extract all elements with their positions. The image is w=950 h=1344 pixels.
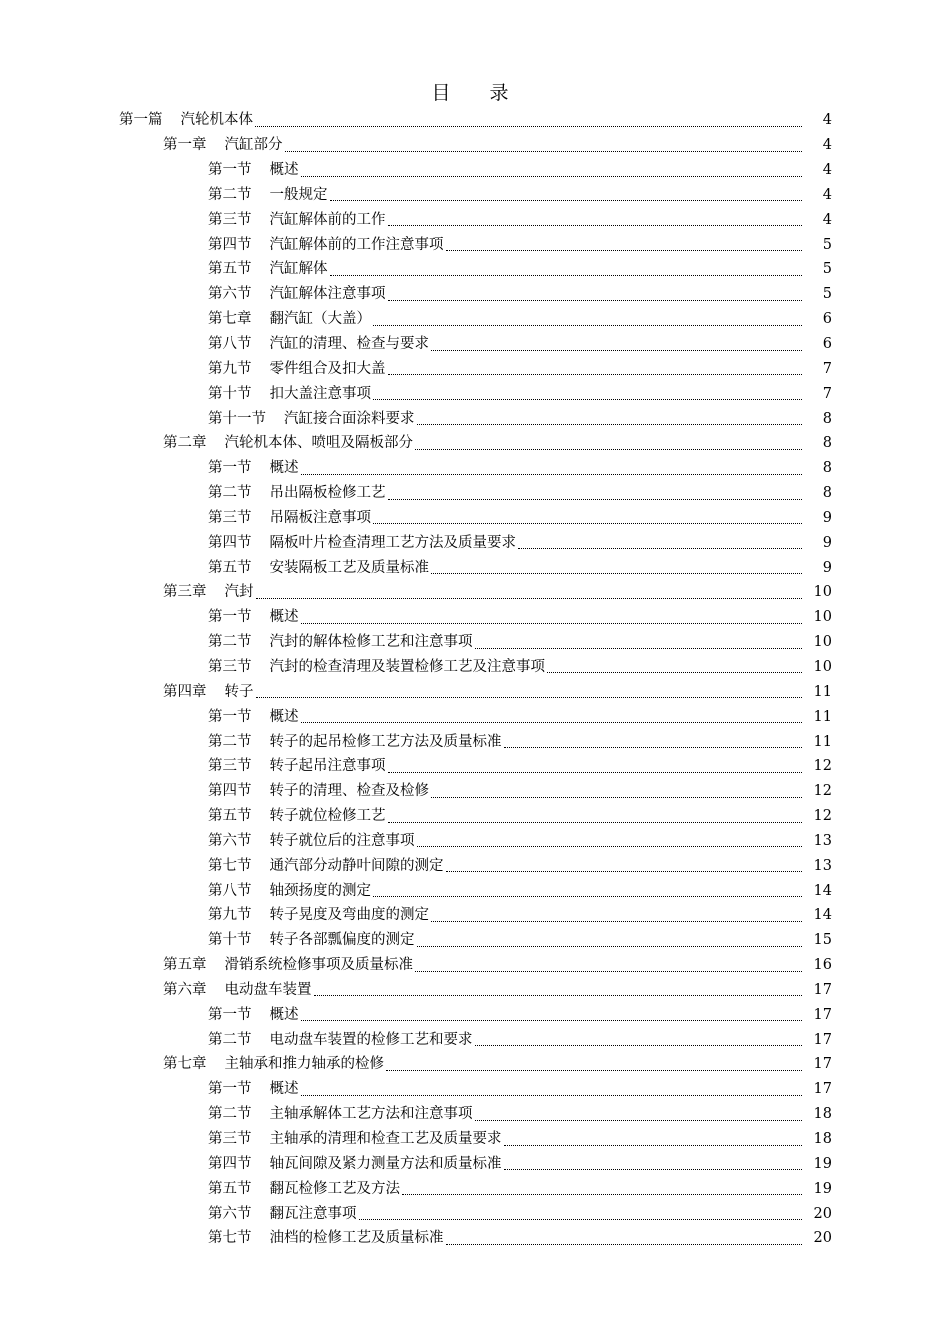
toc-entry-title: 汽封	[224, 584, 254, 601]
toc-entry-title: 主轴承的清理和检查工艺及质量要求	[269, 1131, 502, 1148]
toc-entry-title: 转子	[224, 683, 254, 700]
toc-entry-title: 概述	[269, 1006, 299, 1023]
toc-entry-title: 主轴承和推力轴承的检修	[224, 1056, 384, 1073]
toc-entry[interactable]	[0, 1052, 950, 1077]
dot-leader	[330, 186, 803, 201]
toc-entry-title: 汽缸接合面涂料要求	[284, 410, 415, 427]
toc-entry[interactable]	[0, 307, 950, 332]
toc-entry[interactable]	[0, 356, 950, 381]
toc-entry[interactable]	[0, 232, 950, 257]
toc-entry[interactable]	[0, 679, 950, 704]
toc-entry[interactable]	[0, 580, 950, 605]
toc-entry-title: 一般规定	[269, 186, 328, 203]
toc-entry[interactable]	[0, 133, 950, 158]
toc-entry-page-number: 4	[822, 162, 832, 179]
toc-entry-label: 第七节	[208, 857, 252, 874]
toc-entry[interactable]	[0, 630, 950, 655]
dot-leader	[446, 1230, 803, 1245]
toc-entry-title: 概述	[269, 708, 299, 725]
dot-leader	[431, 559, 802, 574]
toc-entry-title: 转子各部瓢偏度的测定	[269, 932, 415, 949]
toc-entry-title: 转子的清理、检查及检修	[269, 783, 429, 800]
toc-entry-page-number: 19	[813, 1180, 832, 1197]
toc-entry-title: 滑销系统检修事项及质量标准	[224, 957, 413, 974]
toc-entry-label: 第四节	[208, 783, 252, 800]
toc-entry[interactable]	[0, 431, 950, 456]
toc-entry[interactable]	[0, 332, 950, 357]
toc-entry-label: 第七节	[208, 1230, 252, 1247]
toc-entry-label: 第七章	[163, 1056, 207, 1073]
toc-entry-title: 轴颈扬度的测定	[269, 882, 371, 899]
toc-entry-page-number: 17	[813, 981, 832, 998]
dot-leader	[431, 336, 802, 351]
dot-leader	[256, 584, 803, 599]
toc-entry-title: 电动盘车装置	[224, 981, 312, 998]
toc-entry[interactable]	[0, 853, 950, 878]
toc-entry-title: 概述	[269, 1081, 299, 1098]
toc-entry-label: 第一节	[208, 1081, 252, 1098]
dot-leader	[504, 733, 803, 748]
toc-entry-label: 第二节	[208, 634, 252, 651]
toc-entry-title: 汽缸解体前的工作注意事项	[269, 236, 444, 253]
dot-leader	[547, 658, 802, 673]
dot-leader	[388, 758, 803, 773]
toc-entry-label: 第三节	[208, 758, 252, 775]
toc-entry-page-number: 20	[813, 1205, 832, 1222]
toc-entry-page-number: 15	[813, 932, 832, 949]
toc-entry-label: 第一章	[163, 137, 207, 154]
toc-entry-title: 零件组合及扣大盖	[269, 360, 386, 377]
toc-entry-page-number: 12	[813, 808, 832, 825]
toc-entry-page-number: 8	[822, 485, 832, 502]
toc-entry-title: 汽轮机本体、喷咀及隔板部分	[224, 435, 413, 452]
dot-leader	[417, 932, 803, 947]
toc-entry-label: 第九节	[208, 360, 252, 377]
toc-entry-title: 概述	[269, 162, 299, 179]
toc-entry[interactable]	[0, 1077, 950, 1102]
toc-entry[interactable]	[0, 183, 950, 208]
dot-leader	[285, 137, 803, 152]
toc-entry-label: 第三节	[208, 211, 252, 228]
toc-entry-label: 第二节	[208, 733, 252, 750]
toc-entry[interactable]	[0, 1127, 950, 1152]
toc-entry-title: 转子起吊注意事项	[269, 758, 386, 775]
toc-entry[interactable]	[0, 729, 950, 754]
dot-leader	[518, 534, 802, 549]
toc-entry-page-number: 5	[822, 261, 832, 278]
dot-leader	[504, 1155, 803, 1170]
toc-entry-title: 概述	[269, 609, 299, 626]
toc-entry-title: 汽缸的清理、检查与要求	[269, 336, 429, 353]
toc-entry-title: 转子就位后的注意事项	[269, 832, 415, 849]
toc-entry-page-number: 17	[813, 1031, 832, 1048]
toc-entry-label: 第七章	[208, 311, 252, 328]
toc-entry-label: 第三节	[208, 509, 252, 526]
toc-entry-page-number: 9	[822, 559, 832, 576]
dot-leader	[359, 1205, 803, 1220]
toc-entry[interactable]	[0, 108, 950, 133]
toc-entry-title: 转子就位检修工艺	[269, 808, 386, 825]
toc-entry-label: 第四节	[208, 236, 252, 253]
dot-leader	[431, 783, 802, 798]
toc-entry[interactable]	[0, 903, 950, 928]
toc-entry-title: 轴瓦间隙及紧力测量方法和质量标准	[269, 1155, 502, 1172]
toc-entry[interactable]	[0, 456, 950, 481]
toc-entry-label: 第二节	[208, 1106, 252, 1123]
toc-entry-label: 第三节	[208, 1131, 252, 1148]
dot-leader	[402, 1180, 802, 1195]
toc-entry-page-number: 9	[822, 534, 832, 551]
dot-leader	[504, 1131, 803, 1146]
toc-entry-page-number: 4	[822, 137, 832, 154]
dot-leader	[330, 261, 803, 276]
toc-entry[interactable]	[0, 506, 950, 531]
toc-entry-page-number: 17	[813, 1056, 832, 1073]
toc-entry-page-number: 18	[813, 1131, 832, 1148]
dot-leader	[388, 211, 803, 226]
dot-leader	[388, 286, 803, 301]
toc-entry-title: 电动盘车装置的检修工艺和要求	[269, 1031, 473, 1048]
toc-entry-page-number: 4	[822, 186, 832, 203]
toc-entry-title: 翻瓦检修工艺及方法	[269, 1180, 400, 1197]
dot-leader	[388, 808, 803, 823]
toc-entry-label: 第五章	[163, 957, 207, 974]
toc-entry-page-number: 14	[813, 882, 832, 899]
toc-entry-title: 油档的检修工艺及质量标准	[269, 1230, 444, 1247]
toc-entry-label: 第二节	[208, 1031, 252, 1048]
dot-leader	[417, 410, 803, 425]
toc-entry-title: 汽轮机本体	[180, 112, 253, 129]
toc-entry-label: 第十节	[208, 932, 252, 949]
toc-entry-label: 第四节	[208, 534, 252, 551]
toc-entry-label: 第八节	[208, 882, 252, 899]
toc-entry-page-number: 17	[813, 1081, 832, 1098]
toc-entry-page-number: 13	[813, 832, 832, 849]
toc-entry-label: 第六节	[208, 832, 252, 849]
toc-entry[interactable]	[0, 605, 950, 630]
toc-entry-page-number: 13	[813, 857, 832, 874]
toc-entry[interactable]	[0, 928, 950, 953]
toc-entry-label: 第十一节	[208, 410, 266, 427]
dot-leader	[446, 236, 803, 251]
toc-entry-title: 安装隔板工艺及质量标准	[269, 559, 429, 576]
toc-entry[interactable]	[0, 381, 950, 406]
toc-entry-page-number: 10	[813, 634, 832, 651]
toc-entry-label: 第五节	[208, 808, 252, 825]
toc-entry[interactable]	[0, 953, 950, 978]
dot-leader	[255, 112, 802, 127]
toc-entry-page-number: 11	[813, 733, 832, 750]
toc-entry-page-number: 7	[822, 385, 832, 402]
toc-entry[interactable]	[0, 1226, 950, 1251]
toc-entry[interactable]	[0, 1151, 950, 1176]
toc-entry-label: 第一节	[208, 1006, 252, 1023]
toc-entry[interactable]	[0, 282, 950, 307]
dot-leader	[301, 708, 803, 723]
dot-leader	[314, 981, 803, 996]
toc-entry-label: 第四章	[163, 683, 207, 700]
toc-entry-title: 隔板叶片检查清理工艺方法及质量要求	[269, 534, 516, 551]
dot-leader	[301, 1081, 803, 1096]
toc-entry-page-number: 12	[813, 783, 832, 800]
table-of-contents	[0, 108, 950, 1251]
dot-leader	[373, 311, 802, 326]
toc-entry-label: 第四节	[208, 1155, 252, 1172]
dot-leader	[373, 509, 802, 524]
toc-entry-page-number: 17	[813, 1006, 832, 1023]
toc-entry[interactable]	[0, 530, 950, 555]
dot-leader	[415, 957, 802, 972]
page-title: 目 录	[431, 82, 519, 104]
toc-entry[interactable]	[0, 978, 950, 1003]
toc-entry[interactable]	[0, 804, 950, 829]
toc-entry-label: 第一节	[208, 162, 252, 179]
toc-entry-page-number: 4	[822, 112, 832, 129]
toc-entry-title: 汽封的检查清理及装置检修工艺及注意事项	[269, 658, 545, 675]
toc-entry-label: 第六节	[208, 286, 252, 303]
toc-entry-page-number: 7	[822, 360, 832, 377]
toc-entry-label: 第十节	[208, 385, 252, 402]
toc-entry-title: 概述	[269, 460, 299, 477]
toc-entry-title: 汽缸部分	[224, 137, 283, 154]
toc-entry[interactable]	[0, 704, 950, 729]
toc-entry-title: 汽封的解体检修工艺和注意事项	[269, 634, 473, 651]
dot-leader	[256, 683, 803, 698]
toc-entry[interactable]	[0, 158, 950, 183]
toc-entry-page-number: 4	[822, 211, 832, 228]
dot-leader	[388, 485, 803, 500]
toc-entry-title: 汽缸解体注意事项	[269, 286, 386, 303]
toc-entry-title: 吊出隔板检修工艺	[269, 485, 386, 502]
toc-entry-label: 第五节	[208, 261, 252, 278]
toc-entry-label: 第二节	[208, 485, 252, 502]
toc-entry-label: 第一节	[208, 460, 252, 477]
toc-entry-label: 第三章	[163, 584, 207, 601]
toc-entry-title: 转子的起吊检修工艺方法及质量标准	[269, 733, 502, 750]
dot-leader	[475, 634, 803, 649]
toc-entry-title: 翻汽缸（大盖）	[269, 311, 371, 328]
toc-entry[interactable]	[0, 1176, 950, 1201]
toc-entry[interactable]	[0, 655, 950, 680]
toc-entry-page-number: 5	[822, 236, 832, 253]
toc-entry-page-number: 12	[813, 758, 832, 775]
toc-entry[interactable]	[0, 1201, 950, 1226]
toc-entry-page-number: 8	[822, 435, 832, 452]
dot-leader	[373, 385, 802, 400]
toc-entry-page-number: 8	[822, 410, 832, 427]
toc-entry-label: 第五节	[208, 559, 252, 576]
toc-entry-title: 通汽部分动静叶间隙的测定	[269, 857, 444, 874]
dot-leader	[475, 1106, 803, 1121]
toc-entry[interactable]	[0, 481, 950, 506]
toc-entry[interactable]	[0, 828, 950, 853]
dot-leader	[301, 162, 803, 177]
toc-entry-title: 翻瓦注意事项	[269, 1205, 357, 1222]
toc-entry-label: 第一节	[208, 708, 252, 725]
toc-entry-page-number: 10	[813, 658, 832, 675]
dot-leader	[301, 609, 803, 624]
dot-leader	[446, 857, 803, 872]
toc-entry-page-number: 9	[822, 509, 832, 526]
toc-entry-label: 第八节	[208, 336, 252, 353]
toc-entry-page-number: 14	[813, 907, 832, 924]
toc-entry-page-number: 10	[813, 609, 832, 626]
dot-leader	[301, 460, 803, 475]
dot-leader	[475, 1031, 803, 1046]
toc-entry-label: 第三节	[208, 658, 252, 675]
toc-entry-page-number: 5	[822, 286, 832, 303]
toc-entry[interactable]	[0, 555, 950, 580]
toc-entry-page-number: 6	[822, 311, 832, 328]
toc-entry[interactable]	[0, 1027, 950, 1052]
toc-entry-page-number: 20	[813, 1230, 832, 1247]
toc-entry-title: 主轴承解体工艺方法和注意事项	[269, 1106, 473, 1123]
toc-entry-page-number: 19	[813, 1155, 832, 1172]
toc-entry[interactable]	[0, 1002, 950, 1027]
toc-entry-page-number: 18	[813, 1106, 832, 1123]
dot-leader	[373, 882, 802, 897]
dot-leader	[386, 1056, 802, 1071]
dot-leader	[301, 1006, 803, 1021]
toc-entry[interactable]	[0, 207, 950, 232]
toc-entry-label: 第九节	[208, 907, 252, 924]
toc-entry-title: 汽缸解体	[269, 261, 328, 278]
toc-entry-label: 第六节	[208, 1205, 252, 1222]
toc-entry-label: 第一篇	[119, 112, 163, 129]
toc-entry[interactable]	[0, 754, 950, 779]
toc-entry-label: 第一节	[208, 609, 252, 626]
dot-leader	[415, 435, 802, 450]
toc-entry-title: 转子晃度及弯曲度的测定	[269, 907, 429, 924]
toc-entry-label: 第二章	[163, 435, 207, 452]
toc-entry-page-number: 6	[822, 336, 832, 353]
toc-entry[interactable]	[0, 257, 950, 282]
toc-entry-page-number: 10	[813, 584, 832, 601]
toc-entry-title: 扣大盖注意事项	[269, 385, 371, 402]
toc-entry[interactable]	[0, 1102, 950, 1127]
toc-entry[interactable]	[0, 406, 950, 431]
toc-entry-page-number: 8	[822, 460, 832, 477]
dot-leader	[388, 360, 803, 375]
toc-entry[interactable]	[0, 878, 950, 903]
toc-entry-title: 汽缸解体前的工作	[269, 211, 386, 228]
toc-entry-page-number: 16	[813, 957, 832, 974]
toc-entry-label: 第五节	[208, 1180, 252, 1197]
dot-leader	[417, 832, 803, 847]
toc-entry-label: 第二节	[208, 186, 252, 203]
toc-entry-page-number: 11	[813, 683, 832, 700]
toc-entry[interactable]	[0, 779, 950, 804]
toc-entry-page-number: 11	[813, 708, 832, 725]
toc-entry-title: 吊隔板注意事项	[269, 509, 371, 526]
dot-leader	[431, 907, 802, 922]
toc-entry-label: 第六章	[163, 981, 207, 998]
